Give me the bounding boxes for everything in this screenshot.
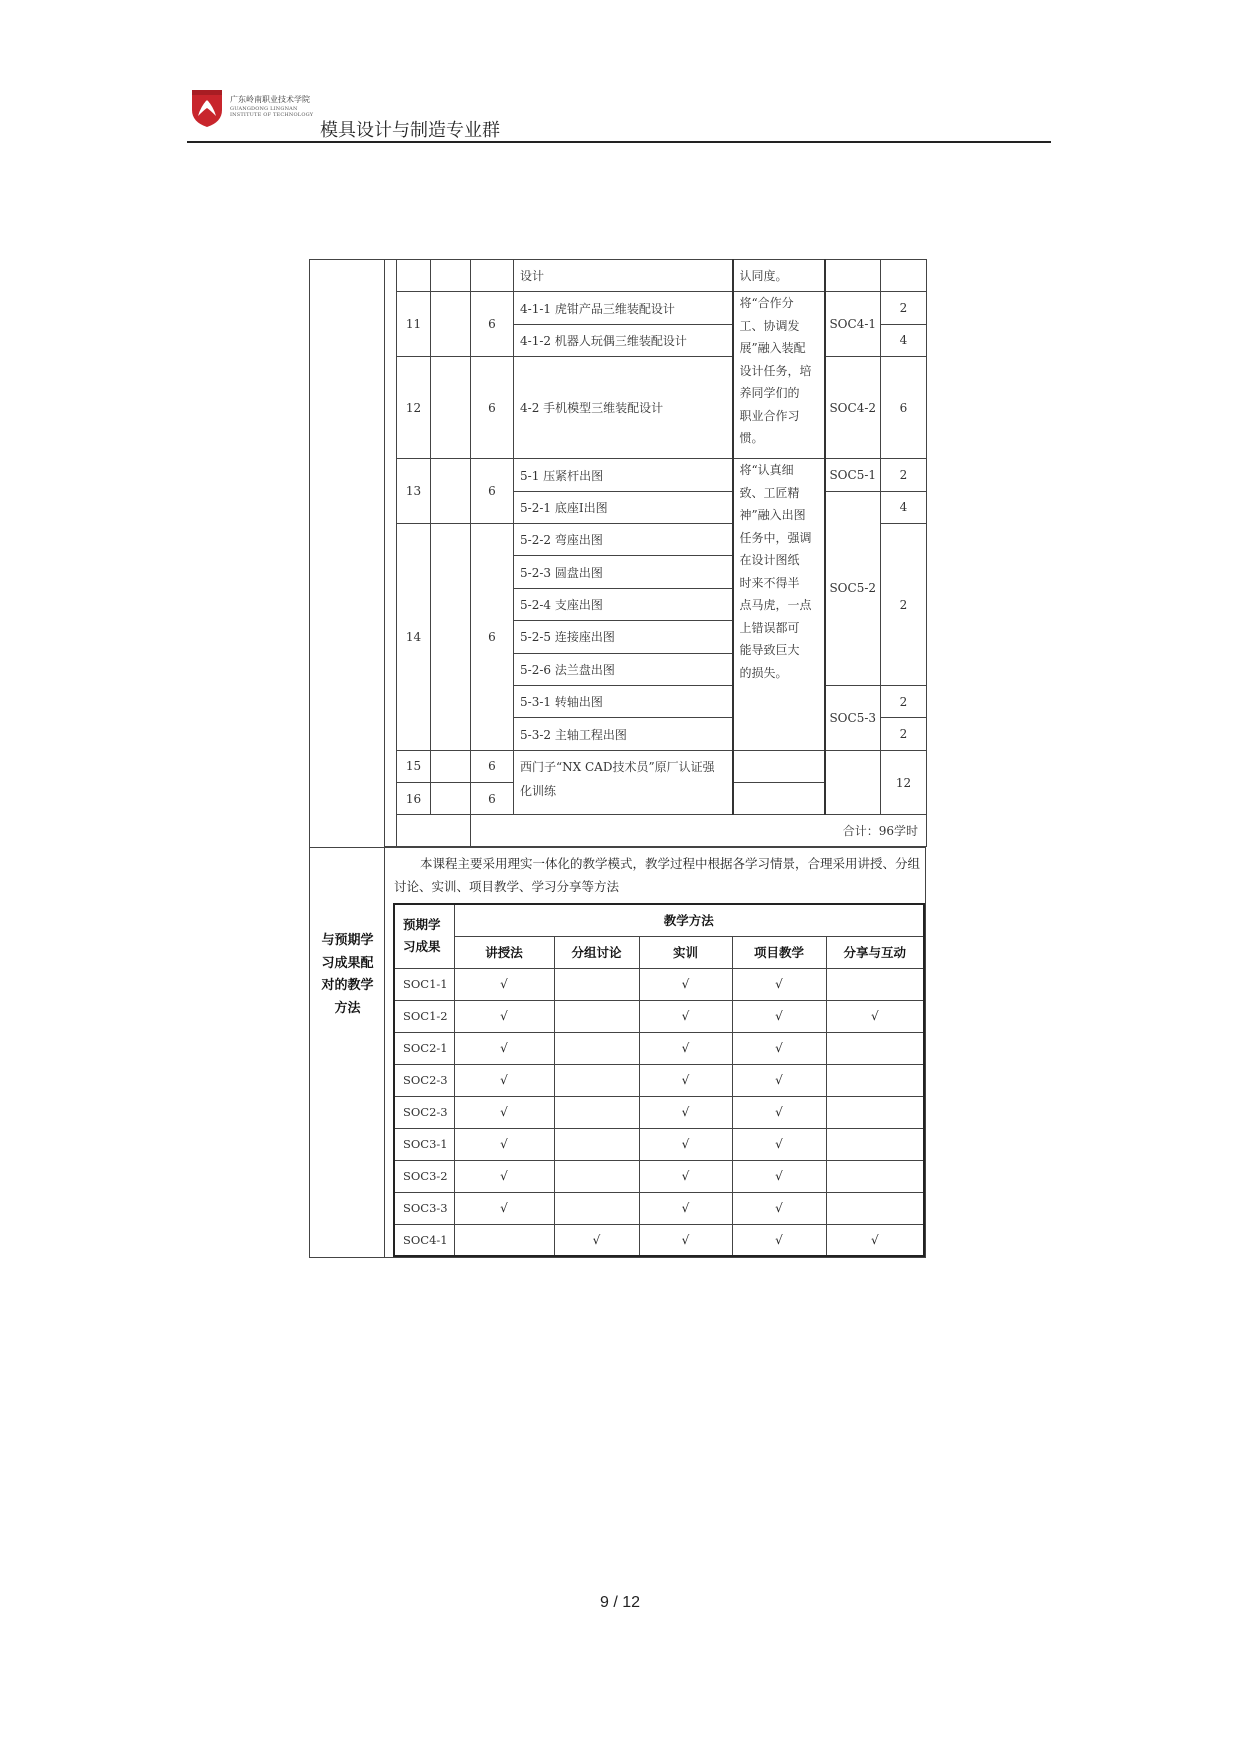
college-name-en-line2: INSTITUTE OF TECHNOLOGY xyxy=(230,112,314,118)
soc-code: SOC1-1 xyxy=(394,968,454,1000)
method-check-cell: √ xyxy=(639,968,732,1000)
blank-cell xyxy=(431,357,471,459)
hours-soc-cell xyxy=(881,260,927,292)
method-check-cell: √ xyxy=(826,1224,924,1256)
method-check-cell xyxy=(826,1096,924,1128)
method-check-cell: √ xyxy=(639,1160,732,1192)
table-row xyxy=(394,1128,924,1160)
soc-header: 预期学 习成果 xyxy=(394,904,454,968)
soc-code: SOC2-3 xyxy=(394,1096,454,1128)
task-cell: 5-2-6 法兰盘出图 xyxy=(514,653,733,685)
soc-code: SOC4-2 xyxy=(825,357,881,459)
ideology-cell-5: 将“认真细 致、工匠精 神”融入出图 任务中，强调 在设计图纸 时来不得半 点马虎，一点 上错误都可 能导致巨大 的损失。 xyxy=(733,459,825,750)
method-check-cell: √ xyxy=(454,968,554,1000)
table-row xyxy=(394,968,924,1000)
hours-value: 6 xyxy=(471,750,514,782)
soc-hours: 2 xyxy=(881,459,927,491)
soc-code: SOC3-1 xyxy=(394,1128,454,1160)
task-cell: 5-2-3 圆盘出图 xyxy=(514,556,733,588)
hours-value: 6 xyxy=(471,459,514,524)
task-cell: 设计 xyxy=(514,260,733,292)
soc-code: SOC3-2 xyxy=(394,1160,454,1192)
method-check-cell: √ xyxy=(454,1064,554,1096)
soc-code: SOC5-1 xyxy=(825,459,881,491)
hours-value: 6 xyxy=(471,783,514,815)
method-check-cell xyxy=(454,1224,554,1256)
college-name-cn: 广东岭南职业技术学院 xyxy=(230,95,310,104)
soc-code: SOC2-1 xyxy=(394,1032,454,1064)
method-check-cell xyxy=(554,1160,639,1192)
ideo-cell xyxy=(733,750,825,782)
table-row xyxy=(394,1032,924,1064)
inner-margin-cell xyxy=(385,260,397,847)
soc-cell xyxy=(825,750,881,815)
method-check-cell: √ xyxy=(454,1096,554,1128)
college-logo-icon xyxy=(190,88,224,128)
teaching-methods-section xyxy=(309,847,926,1258)
method-check-cell xyxy=(554,1096,639,1128)
blank-cell xyxy=(431,750,471,782)
methods-group-header: 教学方法 xyxy=(454,904,924,936)
method-check-cell xyxy=(826,1192,924,1224)
hours-value: 6 xyxy=(471,292,514,357)
ideo-cell: 认同度。 xyxy=(733,260,825,292)
method-check-cell: √ xyxy=(639,1096,732,1128)
college-name-en-line1: GUANGDONG LINGNAN xyxy=(230,106,298,112)
method-check-cell xyxy=(554,1128,639,1160)
soc-hours: 2 xyxy=(881,292,927,324)
task-cell: 5-1 压紧杆出图 xyxy=(514,459,733,491)
task-cell: 5-3-2 主轴工程出图 xyxy=(514,718,733,750)
method-check-cell: √ xyxy=(454,1000,554,1032)
page-number: 9 / 12 xyxy=(599,1594,641,1611)
soc-code: SOC5-2 xyxy=(825,491,881,685)
method-check-cell xyxy=(826,1064,924,1096)
blank-cell xyxy=(431,260,471,292)
soc-hours: 4 xyxy=(881,491,927,523)
method-check-cell: √ xyxy=(639,1128,732,1160)
week-number: 15 xyxy=(397,750,431,782)
task-cell: 5-2-1 底座I出图 xyxy=(514,491,733,523)
blank-cell xyxy=(431,524,471,751)
methods-table xyxy=(393,903,923,1256)
soc-code: SOC4-1 xyxy=(394,1224,454,1256)
soc-code: SOC4-1 xyxy=(825,292,881,357)
method-check-cell xyxy=(826,968,924,1000)
total-hours: 合计：96学时 xyxy=(471,815,927,847)
method-check-cell: √ xyxy=(639,1224,732,1256)
method-check-cell: √ xyxy=(454,1032,554,1064)
hours-cell xyxy=(471,260,514,292)
header-rule xyxy=(187,141,1051,143)
soc-hours: 6 xyxy=(881,357,927,459)
method-check-cell xyxy=(554,1000,639,1032)
hours-value: 6 xyxy=(471,524,514,751)
method-check-cell: √ xyxy=(639,1032,732,1064)
blank-cell xyxy=(431,783,471,815)
soc-code: SOC1-2 xyxy=(394,1000,454,1032)
left-outer-cell xyxy=(310,260,385,847)
method-check-cell: √ xyxy=(639,1000,732,1032)
col-header-sharing: 分享与互动 xyxy=(826,936,924,968)
col-header-lecture: 讲授法 xyxy=(454,936,554,968)
method-check-cell: √ xyxy=(732,1096,826,1128)
ideo-cell xyxy=(733,783,825,815)
week-number: 13 xyxy=(397,459,431,524)
method-check-cell: √ xyxy=(454,1160,554,1192)
soc-code: SOC3-3 xyxy=(394,1192,454,1224)
schedule-table xyxy=(309,259,926,847)
col-header-group-discussion: 分组讨论 xyxy=(554,936,639,968)
methods-label: 与预期学 习成果配 对的教学 方法 xyxy=(321,933,374,1016)
soc-hours: 2 xyxy=(881,524,927,686)
method-check-cell: √ xyxy=(454,1192,554,1224)
col-header-practice: 实训 xyxy=(639,936,732,968)
table-row xyxy=(394,1096,924,1128)
header-title: 模具设计与制造专业群 xyxy=(320,120,500,141)
soc-cell xyxy=(825,260,881,292)
blank-cell xyxy=(431,459,471,524)
soc-code: SOC2-3 xyxy=(394,1064,454,1096)
soc-code: SOC5-3 xyxy=(825,685,881,750)
task-cell: 4-2 手机模型三维装配设计 xyxy=(514,357,733,459)
soc-hours: 4 xyxy=(881,324,927,356)
method-check-cell: √ xyxy=(732,1064,826,1096)
table-row xyxy=(394,1224,924,1256)
method-check-cell xyxy=(554,968,639,1000)
method-check-cell xyxy=(554,1032,639,1064)
task-cell: 5-2-4 支座出图 xyxy=(514,588,733,620)
table-row xyxy=(394,1000,924,1032)
method-check-cell xyxy=(554,1192,639,1224)
ideology-cell-4: 将“合作分 工、协调发 展”融入装配 设计任务，培 养同学们的 职业合作习 惯。 xyxy=(733,292,825,459)
blank-cell xyxy=(431,292,471,357)
method-check-cell: √ xyxy=(732,968,826,1000)
method-check-cell: √ xyxy=(732,1032,826,1064)
method-check-cell: √ xyxy=(732,1160,826,1192)
task-cell: 5-2-2 弯座出图 xyxy=(514,524,733,556)
method-check-cell xyxy=(826,1160,924,1192)
method-check-cell: √ xyxy=(454,1128,554,1160)
soc-hours: 2 xyxy=(881,718,927,750)
task-cell: 4-1-2 机器人玩偶三维装配设计 xyxy=(514,324,733,356)
method-check-cell: √ xyxy=(732,1192,826,1224)
hours-value: 6 xyxy=(471,357,514,459)
method-check-cell xyxy=(826,1032,924,1064)
task-cell: 4-1-1 虎钳产品三维装配设计 xyxy=(514,292,733,324)
col-header-project: 项目教学 xyxy=(732,936,826,968)
week-number: 11 xyxy=(397,292,431,357)
task-cell: 5-2-5 连接座出图 xyxy=(514,621,733,653)
week-number: 12 xyxy=(397,357,431,459)
method-check-cell: √ xyxy=(826,1000,924,1032)
table-row xyxy=(394,1064,924,1096)
week-cell xyxy=(397,260,431,292)
task-cell: 西门子“NX CAD技术员”原厂认证强化训练 xyxy=(514,750,733,815)
method-check-cell: √ xyxy=(732,1000,826,1032)
table-row xyxy=(394,1160,924,1192)
week-number: 16 xyxy=(397,783,431,815)
method-check-cell: √ xyxy=(639,1192,732,1224)
method-check-cell: √ xyxy=(554,1224,639,1256)
methods-intro-text: 本课程主要采用理实一体化的教学模式，教学过程中根据各学习情景，合理采用讲授、分组讨论、实训、项目教学、学习分享等方法 xyxy=(394,856,921,894)
method-check-cell xyxy=(826,1128,924,1160)
total-left-cell xyxy=(397,815,471,847)
method-check-cell: √ xyxy=(732,1224,826,1256)
method-check-cell xyxy=(554,1064,639,1096)
table-row xyxy=(394,1192,924,1224)
method-check-cell: √ xyxy=(639,1064,732,1096)
soc-hours: 2 xyxy=(881,685,927,717)
soc-hours: 12 xyxy=(881,750,927,815)
week-number: 14 xyxy=(397,524,431,751)
task-cell: 5-3-1 转轴出图 xyxy=(514,685,733,717)
methods-label-cell xyxy=(310,848,385,1257)
method-check-cell: √ xyxy=(732,1128,826,1160)
